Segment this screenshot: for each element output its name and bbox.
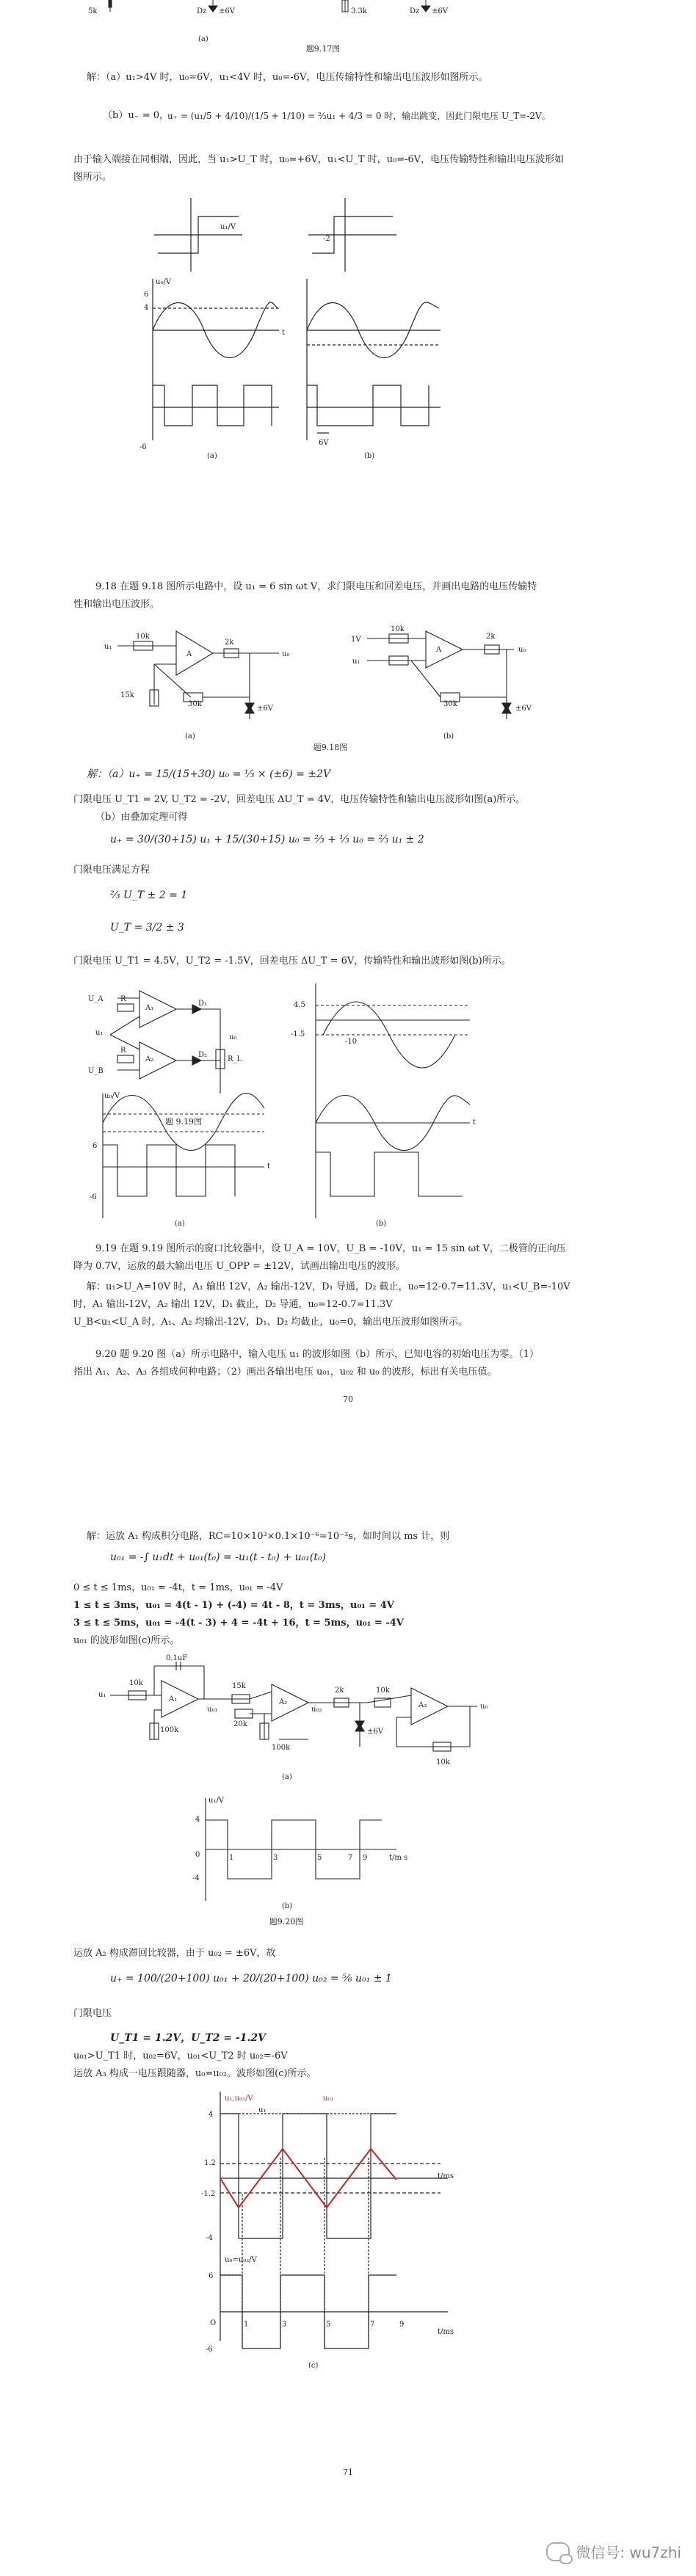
label-5: 5: [317, 1854, 322, 1862]
sol920-r2: 1 ≤ t ≤ 3ms，u₀₁ = 4(t - 1) + (-4) = 4t - 8，t = 3ms，u₀₁ = 4V: [73, 1600, 394, 1611]
label-0-1uf: 0.1uF: [166, 1654, 188, 1662]
page-number-70: 70: [343, 1394, 353, 1404]
label-d1: D₁: [198, 1000, 208, 1008]
label-100k: 100k: [272, 1744, 291, 1752]
label-dz: Dz: [197, 7, 207, 15]
label-3-3k: 3.3k: [351, 7, 367, 15]
watermark-text: 微信号: wu7zhi: [576, 2544, 681, 2561]
eq918-b3: U_T = 3/2 ± 3: [110, 922, 184, 934]
label-u1v: u₁/V: [209, 1797, 225, 1805]
label-7: 7: [370, 2321, 375, 2329]
label-ua: U_A: [88, 995, 104, 1003]
sol920-r1: 0 ≤ t ≤ 1ms，u₀₁ = -4t，t = 1ms，u₀₁ = -4V: [73, 1582, 283, 1593]
label-m10: -10: [345, 1038, 358, 1046]
sol918-b3: 门限电压 U_T1 = 4.5V，U_T2 = -1.5V，回差电压 ΔU_T = 6V，传输特性和输出波形如图(b)所示。: [73, 956, 511, 967]
label-a1: A₁: [169, 1695, 178, 1703]
label-m2: -2: [323, 235, 330, 243]
fig919: [0, 976, 696, 1233]
sol918-b2: 门限电压满足方程: [73, 865, 151, 876]
figure-caption: 题9.17图: [305, 44, 341, 54]
sol919-line2: 时，A₁ 输出-12V，A₂ 输出 12V，D₁ 截止，D₂ 导通，u₀=12-0.7=11.3V: [73, 1299, 393, 1310]
prob920-line1: 9.20 题 9.20 图（a）所示电路中，输入电压 u₁ 的波形如图（b）所示，已知电容的初始电压为零。（1）: [95, 1349, 539, 1360]
fig920c-waveforms: [0, 2084, 696, 2393]
label-u1: u₁: [104, 643, 112, 651]
label-4: 4: [195, 1816, 200, 1824]
sol917-line4: 图所示。: [73, 172, 112, 183]
label-10k: 10k: [376, 1687, 390, 1695]
label-2k: 2k: [486, 633, 496, 641]
wechat-icon: [546, 2542, 570, 2561]
label-30k: 30k: [443, 700, 457, 708]
label-3: 3: [282, 2321, 287, 2329]
label-1: 1: [244, 2321, 249, 2329]
label-1: 1: [229, 1854, 234, 1862]
label-r: R: [120, 995, 126, 1003]
sol918-a2: 门限电压 U_T1 = 2V, U_T2 = -2V，回差电压 ΔU_T = 4V，电压传输特性和输出电压波形如图(a)所示。: [73, 794, 526, 805]
label-30k: 30k: [188, 700, 202, 708]
label-u01: u₀₁: [323, 2095, 334, 2103]
label-m6: -6: [90, 1193, 97, 1201]
label-10k: 10k: [436, 1758, 450, 1767]
sol919-line1: 解：u₁>U_A=10V 时，A₁ 输出 12V，A₂ 输出-12V，D₁ 导通，D₂ 截止，u₀=12-0.7=11.3V，u₁<U_B=-10V: [87, 1281, 570, 1292]
page-number-71: 71: [343, 2467, 353, 2477]
sol920b-line3: u₀₁>U_T1 时，u₀₂=6V，u₀₁<U_T2 时 u₀₂=-6V: [73, 2051, 288, 2062]
label-u0: u₀: [229, 1033, 237, 1041]
sol920-r4: u₀₁ 的波形如图(c)所示。: [73, 1635, 180, 1646]
label-tms: t/ms: [438, 2172, 454, 2180]
label-a2: A₂: [279, 1698, 288, 1706]
sol920-r3: 3 ≤ t ≤ 5ms，u₀₁ = -4(t - 3) + 4 = -4t + 16，t = 5ms，u₀₁ = -4V: [73, 1618, 404, 1629]
sol920b-line2: 门限电压: [73, 2008, 112, 2019]
label-2k: 2k: [335, 1687, 344, 1695]
eq918-b2: ⅔ U_T ± 2 = 1: [110, 889, 188, 901]
sol917-line2b: u₊ = (u₁/5 + 4/10)/(1/5 + 1/10) = ⅔u₁ + 4/3 = 0 时，输出跳变，因此门限电压 U_T=-2V。: [167, 111, 551, 121]
label-pm6v: ±6V: [219, 7, 235, 15]
label-r: R: [120, 1047, 126, 1055]
label-7: 7: [348, 1854, 353, 1862]
label-m6: -6: [139, 443, 147, 451]
label-9: 9: [399, 2321, 405, 2329]
label-rl: R_L: [228, 1055, 242, 1063]
label-t: t: [267, 1163, 271, 1171]
label-pm6v: ±6V: [367, 1728, 383, 1736]
label-20k: 20k: [233, 1720, 247, 1728]
label-1v: 1V: [351, 636, 361, 644]
label-u1: u₁: [95, 1029, 104, 1037]
sol920-line1: 解：运放 A₁ 构成积分电路，RC=10×10³×0.1×10⁻⁶=10⁻³s，如时间以 ms 计，则: [87, 1531, 450, 1542]
sol917-line1: 解：（a）u₁>4V 时，u₀=6V，u₁<4V 时，u₀=-6V，电压传输特性和输出电压波形如图所示。: [87, 72, 488, 83]
label-m6: -6: [206, 2346, 213, 2354]
watermark: [546, 2541, 681, 2562]
label-10k: 10k: [129, 1679, 143, 1687]
label-u1: u₁: [98, 1691, 106, 1699]
label-u1: u₁: [258, 2106, 267, 2114]
fig-label-a: (a): [207, 452, 217, 460]
eq920-1: u₀₁ = -∫ u₁dt + u₀₁(t₀) = -u₁(t - t₀) + u₀₁(t₀): [110, 1551, 327, 1563]
fig-label-a: (a): [282, 1773, 292, 1781]
label-6: 6: [209, 2272, 214, 2280]
fig-label-a: (a): [185, 732, 195, 741]
fig917-plots: [0, 191, 696, 470]
label-pm6v: ±6V: [515, 705, 532, 713]
label-5k: 5k: [88, 7, 98, 15]
label-u0: u₀: [518, 646, 526, 654]
label-d2: D₂: [198, 1051, 208, 1059]
label-t: t: [473, 1118, 476, 1127]
eq920b-1: u₊ = 100/(20+100) u₀₁ + 20/(20+100) u₀₂ = ⅚ u₀₁ ± 1: [110, 1973, 392, 1984]
label-origin: O: [210, 2319, 217, 2327]
label-ub: U_B: [88, 1067, 104, 1075]
sol920b-line1: 运放 A₂ 构成滞回比较器，由于 u₀₂ = ±6V，故: [73, 1948, 276, 1959]
sol918-b: （b）由叠加定理可得: [95, 812, 188, 823]
figure-caption: 题9.18图: [313, 743, 348, 752]
label-u0-u02: u₀=u₀₂/V: [225, 2256, 257, 2264]
label-u1v: u₁/V: [220, 223, 236, 231]
eq920b-2: U_T1 = 1.2V，U_T2 = -1.2V: [110, 2032, 266, 2044]
label-0: 0: [195, 1851, 200, 1859]
eq918-b: u₊ = 30/(30+15) u₁ + 15/(30+15) u₀ = ⅔ + ⅓ u₀ = ⅔ u₁ ± 2: [110, 834, 424, 845]
label-t: t: [282, 329, 286, 337]
label-u1: u₁: [352, 658, 360, 666]
label-pm6v: ±6V: [257, 705, 273, 713]
sol918-a: 解：（a）u₊ = 15/(15+30) u₀ = ⅓ × (±6) = ±2V: [87, 768, 331, 780]
label-6v: 6V: [319, 439, 329, 447]
label-4: 4: [144, 304, 149, 312]
prob919-line1: 9.19 在题 9.19 图所示的窗口比较器中，设 U_A = 10V，U_B = -10V，u₁ = 15 sin ωt V，二极管的正向压: [95, 1243, 566, 1254]
label-m1-2: -1.2: [201, 2190, 216, 2198]
label-tms: t/ms: [438, 2328, 454, 2336]
fig-label-b: (b): [376, 1220, 387, 1228]
label-pm6v: ±6V: [432, 7, 448, 15]
fig-label-c: (c): [308, 2362, 319, 2370]
label-u1-u01-text: u₁,u₀₁/V: [225, 2095, 253, 2103]
label-u0v: u₀/V: [104, 1092, 120, 1100]
label-6: 6: [144, 291, 149, 299]
prob919-line2: 降为 0.7V，运放的最大输出电压 U_OPP = ±12V，试画出输出电压的波形。: [73, 1261, 405, 1272]
fig-label-b: (b): [443, 732, 454, 741]
label-u0: u₀: [282, 650, 290, 658]
sol917-line2a: （b）u₋ = 0，: [103, 110, 169, 121]
fig-label-a: (a): [175, 1220, 185, 1228]
fig-label-b: (b): [364, 452, 375, 460]
sol917-line3: 由于输入端接在同相端，因此，当 u₁>U_T 时，u₀=+6V，u₁<U_T 时，u₀=-6V，电压传输特性和输出电压波形如: [73, 154, 565, 165]
label-m4: -4: [192, 1874, 200, 1882]
label-a1: A₁: [145, 1004, 154, 1012]
fig918-circuits: [0, 616, 696, 741]
label-u1-u01: [225, 2092, 253, 2106]
label-u01: u₀₁: [207, 1706, 218, 1714]
label-3: 3: [273, 1854, 278, 1862]
figure-caption: 题 9.19图: [165, 1117, 202, 1127]
figure-caption: 题9.20图: [269, 1917, 304, 1926]
label-u0: u₀: [480, 1703, 488, 1711]
label-10k: 10k: [136, 633, 150, 641]
label-amp-a: A: [436, 646, 442, 654]
sol919-line3: U_B<u₁<U_A 时，A₁、A₂ 均输出-12V，D₁、D₂ 均截止，u₀=0，输出电压波形如图所示。: [73, 1317, 468, 1328]
prob918-line1: 9.18 在题 9.18 图所示电路中，设 u₁ = 6 sin ωt V，求门限电压和回差电压，并画出电路的电压传输特: [95, 581, 537, 592]
label-15k: 15k: [232, 1682, 246, 1690]
fig-label-b: (b): [282, 1902, 293, 1910]
label-2k: 2k: [225, 638, 234, 647]
label-m1-5: -1.5: [291, 1030, 305, 1038]
label-a3: A₃: [418, 1701, 427, 1709]
label-4-5: 4.5: [294, 1001, 305, 1009]
label-u02: u₀₂: [311, 1706, 322, 1714]
prob918-line2: 性和输出电压波形。: [73, 599, 160, 610]
label-100k: 100k: [160, 1726, 179, 1734]
fig-label-a: (a): [198, 35, 209, 43]
label-9: 9: [363, 1854, 368, 1862]
label-a2: A₂: [145, 1055, 154, 1063]
label-m4: -4: [206, 2234, 213, 2242]
sol920b-line4: 运放 A₃ 构成一电压跟随器，u₀=u₀₂。波形如图(c)所示。: [73, 2068, 316, 2079]
label-5: 5: [326, 2321, 331, 2329]
label-tms: t/m s: [389, 1854, 408, 1862]
label-u0v: u₀/V: [156, 278, 172, 286]
label-4: 4: [209, 2111, 214, 2119]
label-dz: Dz: [410, 7, 420, 15]
label-10k: 10k: [391, 625, 405, 633]
prob920-line2: 指出 A₁、A₂、A₃ 各组成何种电路；（2）画出各输出电压 u₀₁，u₀₂ 和 u₀ 的波形，标出有关电压值。: [73, 1367, 497, 1378]
label-6: 6: [93, 1142, 98, 1150]
label-15k: 15k: [120, 691, 134, 699]
label-1-2: 1.2: [204, 2159, 216, 2167]
label-amp-a: A: [186, 650, 192, 658]
